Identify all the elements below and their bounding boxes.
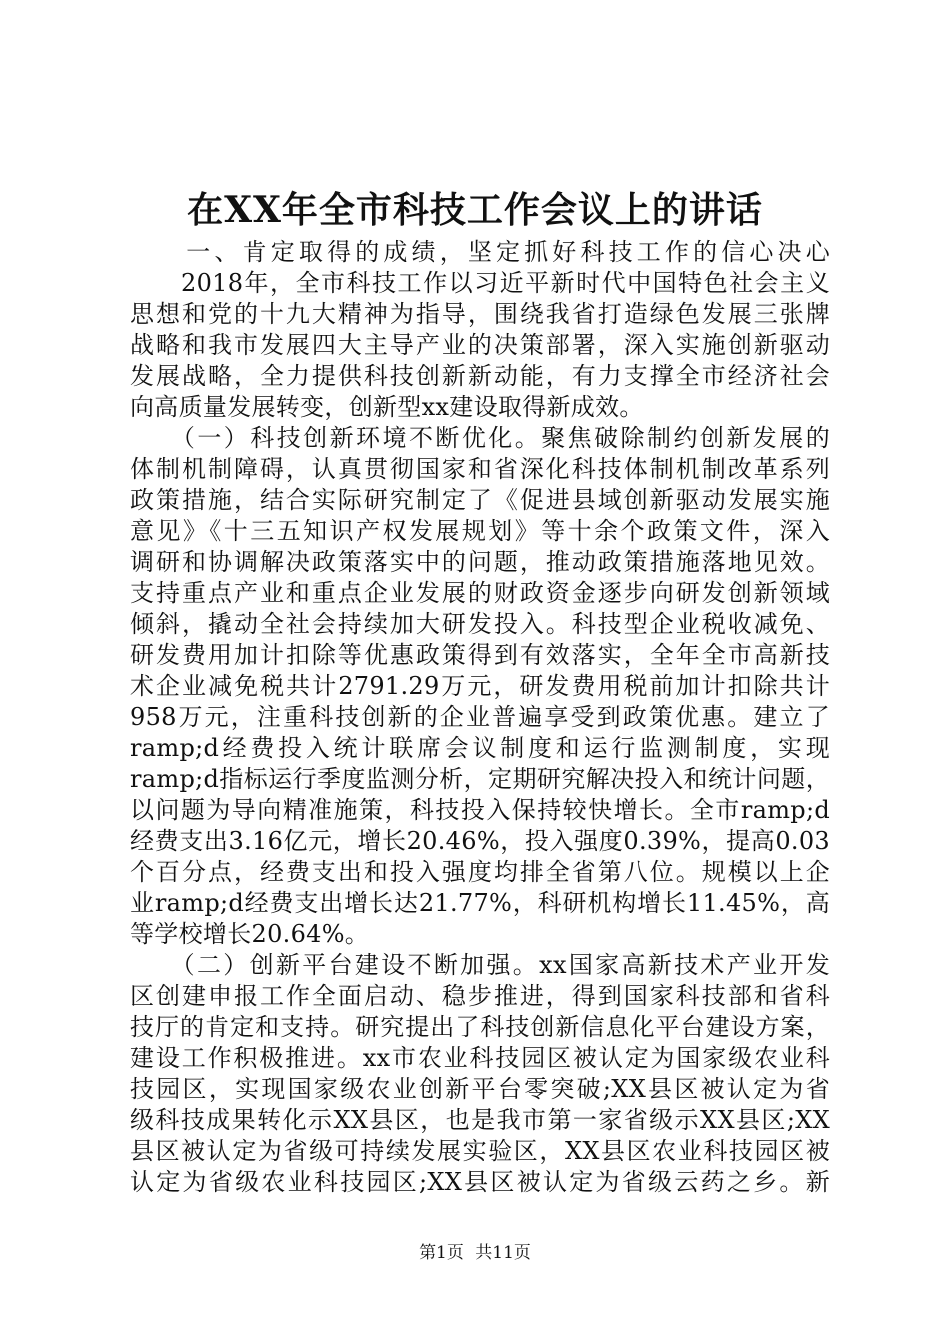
body-line: 级科技成果转化示XX县区，也是我市第一家省级示XX县区;XX (130, 1106, 830, 1134)
body-line: 发展战略，全力提供科技创新新动能，有力支撑全市经济社会 (130, 362, 830, 390)
page-current-number: 第1页 (419, 1243, 464, 1263)
body-line: 958万元，注重科技创新的企业普遍享受到政策优惠。建立了 (130, 703, 830, 731)
body-line: 调研和协调解决政策落实中的问题，推动政策措施落地见效。 (130, 548, 830, 576)
page-footer (0, 1241, 950, 1265)
document-body (130, 237, 830, 1198)
body-line: （一）科技创新环境不断优化。聚焦破除制约创新发展的 (130, 424, 830, 452)
body-line: 以问题为导向精准施策，科技投入保持较快增长。全市ramp;d (130, 796, 830, 824)
body-line: 技园区，实现国家级农业创新平台零突破;XX县区被认定为省 (130, 1075, 830, 1103)
body-line: 业ramp;d经费支出增长达21.77%，科研机构增长11.45%，高 (130, 889, 830, 917)
body-line: 体制机制障碍，认真贯彻国家和省深化科技体制机制改革系列 (130, 455, 830, 483)
body-line: 认定为省级农业科技园区;XX县区被认定为省级云药之乡。新 (130, 1168, 830, 1196)
page-total-count: 共11页 (475, 1243, 531, 1263)
body-line: 个百分点，经费支出和投入强度均排全省第八位。规模以上企 (130, 858, 830, 886)
document-title: 在XX年全市科技工作会议上的讲话 (187, 189, 763, 231)
body-line: 经费支出3.16亿元，增长20.46%，投入强度0.39%，提高0.03 (130, 827, 830, 855)
body-line: 等学校增长20.64%。 (130, 920, 370, 948)
body-line: 技厅的肯定和支持。研究提出了科技创新信息化平台建设方案， (130, 1013, 830, 1041)
body-line: （二）创新平台建设不断加强。xx国家高新技术产业开发 (130, 951, 830, 979)
body-line: ramp;d指标运行季度监测分析，定期研究解决投入和统计问题， (130, 765, 830, 793)
body-line: 战略和我市发展四大主导产业的决策部署，深入实施创新驱动 (130, 331, 830, 359)
body-line: 术企业减免税共计2791.29万元，研发费用税前加计扣除共计 (130, 672, 830, 700)
body-line: 研发费用加计扣除等优惠政策得到有效落实，全年全市高新技 (130, 641, 830, 669)
body-line: 政策措施，结合实际研究制定了《促进县域创新驱动发展实施 (130, 486, 830, 514)
body-line: 思想和党的十九大精神为指导，围绕我省打造绿色发展三张牌 (130, 300, 830, 328)
body-line: 一、肯定取得的成绩，坚定抓好科技工作的信心决心 (130, 238, 830, 266)
body-line: 向高质量发展转变，创新型xx建设取得新成效。 (130, 393, 644, 421)
body-line: ramp;d经费投入统计联席会议制度和运行监测制度，实现 (130, 734, 830, 762)
body-line: 建设工作积极推进。xx市农业科技园区被认定为国家级农业科 (130, 1044, 830, 1072)
body-line: 县区被认定为省级可持续发展实验区，XX县区农业科技园区被 (130, 1137, 830, 1165)
body-line: 意见》《十三五知识产权发展规划》等十余个政策文件，深入 (130, 517, 830, 545)
body-line: 区创建申报工作全面启动、稳步推进，得到国家科技部和省科 (130, 982, 830, 1010)
body-line: 2018年，全市科技工作以习近平新时代中国特色社会主义 (130, 269, 830, 297)
body-line: 倾斜，撬动全社会持续加大研发投入。科技型企业税收减免、 (130, 610, 830, 638)
body-line: 支持重点产业和重点企业发展的财政资金逐步向研发创新领域 (130, 579, 830, 607)
